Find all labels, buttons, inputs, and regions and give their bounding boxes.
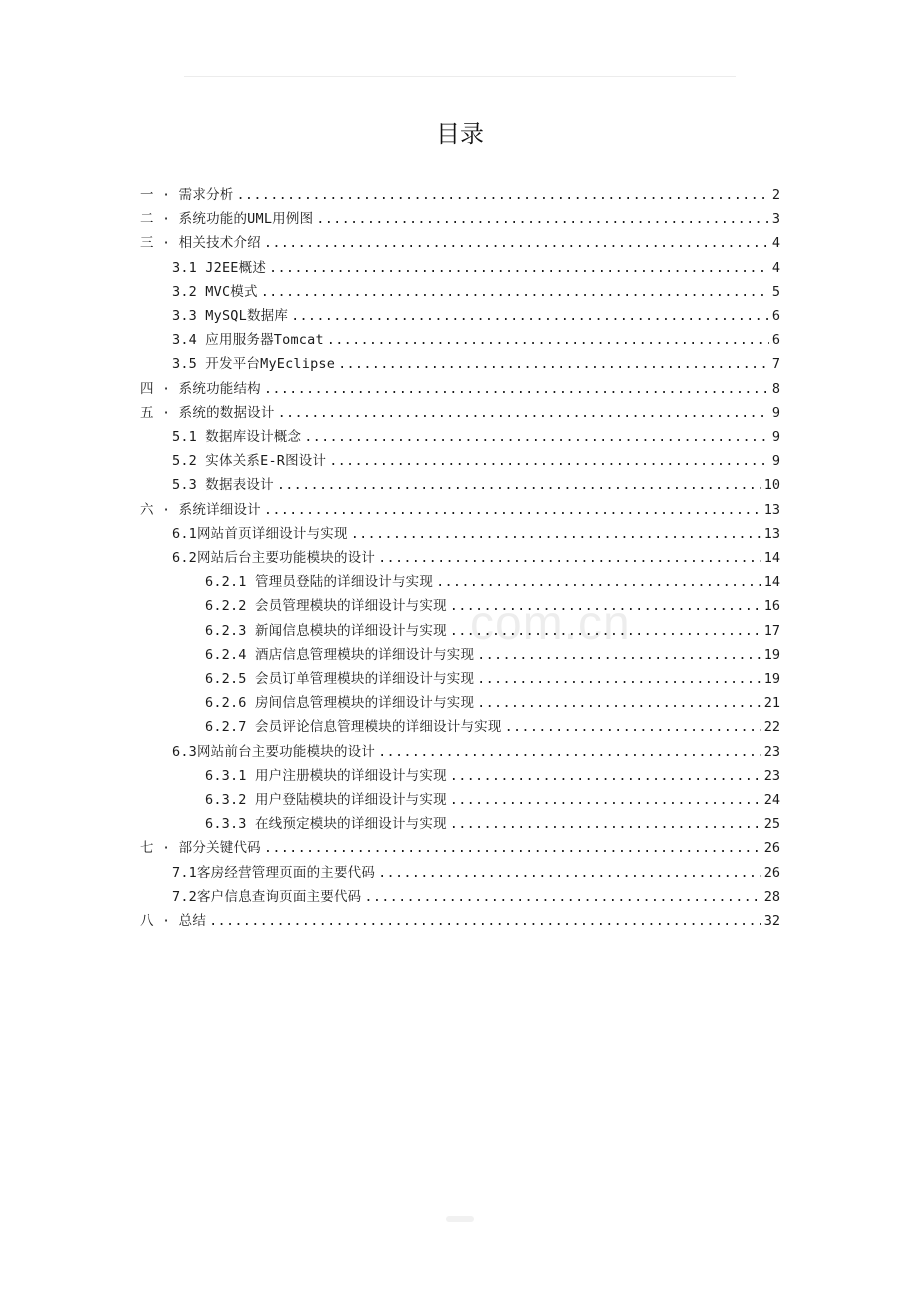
page-title: 目录 (436, 120, 484, 148)
toc-dot-leader (264, 836, 761, 860)
toc-dot-leader (378, 861, 761, 885)
toc-entry[interactable] (140, 401, 780, 425)
toc-entry-label: 3.4 应用服务器Tomcat (172, 332, 324, 349)
toc-page-number: 17 (763, 622, 780, 639)
toc-dot-leader (450, 788, 761, 812)
toc-entry-label: 6.3.2 用户登陆模块的详细设计与实现 (205, 792, 447, 808)
toc-entry[interactable] (205, 643, 780, 667)
toc-entry[interactable] (205, 667, 780, 691)
toc-entry[interactable] (205, 594, 780, 618)
toc-dot-leader (291, 304, 769, 328)
toc-entry[interactable] (140, 207, 780, 231)
toc-entry-label: 二 · 系统功能的UML用例图 (140, 211, 314, 228)
toc-page-number: 9 (771, 453, 780, 470)
toc-entry[interactable] (172, 304, 780, 328)
toc-entry-label: 6.1网站首页详细设计与实现 (172, 525, 348, 542)
toc-page-number: 7 (771, 356, 780, 373)
toc-dot-leader (351, 522, 761, 546)
toc-entry-label: 3.5 开发平台MyEclipse (172, 356, 336, 373)
toc-page-number: 26 (763, 864, 780, 881)
toc-dot-leader (378, 546, 761, 570)
toc-entry[interactable] (205, 570, 780, 594)
toc-dot-leader (450, 594, 761, 618)
toc-dot-leader (304, 425, 769, 449)
toc-entry-label: 3.2 MVC模式 (172, 283, 258, 300)
toc-entry[interactable] (205, 715, 780, 739)
toc-page-number: 28 (763, 888, 780, 905)
toc-dot-leader (316, 207, 769, 231)
toc-page-number: 6 (771, 332, 780, 349)
toc-page-number: 23 (763, 743, 780, 760)
toc-page-number: 9 (771, 429, 780, 445)
toc-page-number: 23 (763, 767, 780, 784)
toc-entry-label: 7.2客户信息查询页面主要代码 (172, 888, 362, 905)
toc-entry-label: 6.2.1 管理员登陆的详细设计与实现 (205, 574, 434, 591)
toc-entry[interactable] (140, 836, 780, 860)
toc-entry-label: 6.2.2 会员管理模块的详细设计与实现 (205, 598, 447, 615)
toc-page-number: 22 (763, 719, 780, 736)
toc-page-number: 24 (763, 792, 780, 808)
toc-dot-leader (338, 352, 769, 376)
footer-mark (446, 1216, 474, 1222)
toc-entry[interactable] (140, 231, 780, 255)
toc-entry-label: 五 · 系统的数据设计 (140, 404, 275, 421)
toc-entry[interactable] (172, 280, 780, 304)
toc-entry-label: 5.1 数据库设计概念 (172, 429, 302, 445)
toc-entry-label: 六 · 系统详细设计 (140, 501, 261, 518)
toc-dot-leader (261, 280, 769, 304)
toc-entry[interactable] (172, 449, 780, 473)
toc-dot-leader (477, 667, 761, 691)
toc-page-number: 32 (763, 913, 780, 929)
toc-entry-label: 5.2 实体关系E-R图设计 (172, 453, 327, 470)
toc-page-number: 10 (763, 477, 780, 494)
toc-entry-label: 一 · 需求分析 (140, 187, 234, 203)
toc-dot-leader (450, 812, 761, 836)
toc-entry[interactable] (172, 546, 780, 570)
toc-entry-label: 6.2.4 酒店信息管理模块的详细设计与实现 (205, 646, 475, 663)
toc-entry-label: 6.2.5 会员订单管理模块的详细设计与实现 (205, 671, 475, 687)
toc-entry[interactable] (172, 256, 780, 280)
toc-entry[interactable] (205, 619, 780, 643)
toc-dot-leader (264, 377, 769, 401)
toc-page-number: 14 (763, 574, 780, 591)
toc-page-number: 21 (763, 695, 780, 712)
toc-entry[interactable] (205, 812, 780, 836)
toc-dot-leader (505, 715, 761, 739)
toc-entry[interactable] (140, 909, 780, 933)
toc-entry[interactable] (205, 788, 780, 812)
toc-entry-label: 四 · 系统功能结构 (140, 380, 261, 397)
toc-page-number: 13 (763, 525, 780, 542)
toc-entry[interactable] (172, 522, 780, 546)
toc-entry[interactable] (205, 691, 780, 715)
toc-entry-label: 6.3网站前台主要功能模块的设计 (172, 743, 376, 760)
toc-entry-label: 6.2.6 房间信息管理模块的详细设计与实现 (205, 695, 475, 712)
toc-dot-leader (327, 328, 769, 352)
toc-entry[interactable] (205, 764, 780, 788)
toc-page-number: 19 (763, 646, 780, 663)
toc-entry-label: 八 · 总结 (140, 913, 207, 929)
toc-entry[interactable] (172, 328, 780, 352)
toc-page-number: 13 (763, 501, 780, 518)
toc-page-number: 26 (763, 840, 780, 857)
toc-dot-leader (278, 401, 769, 425)
toc-entry[interactable] (172, 861, 780, 885)
toc-entry-label: 3.3 MySQL数据库 (172, 308, 289, 324)
toc-page-number: 14 (763, 550, 780, 566)
toc-entry-label: 6.3.1 用户注册模块的详细设计与实现 (205, 767, 447, 784)
toc-entry-label: 6.2.7 会员评论信息管理模块的详细设计与实现 (205, 719, 502, 736)
toc-entry[interactable] (172, 740, 780, 764)
toc-dot-leader (450, 619, 761, 643)
toc-dot-leader (436, 570, 761, 594)
toc-entry-label: 6.2.3 新闻信息模块的详细设计与实现 (205, 622, 447, 639)
toc-entry[interactable] (140, 377, 780, 401)
toc-entry[interactable] (172, 885, 780, 909)
toc-dot-leader (364, 885, 760, 909)
toc-dot-leader (264, 231, 769, 255)
toc-entry-label: 6.3.3 在线预定模块的详细设计与实现 (205, 816, 447, 833)
toc-dot-leader (209, 909, 761, 933)
toc-dot-leader (378, 740, 761, 764)
toc-page-number: 2 (771, 187, 780, 203)
toc-entry[interactable] (172, 352, 780, 376)
toc-entry-label: 5.3 数据表设计 (172, 477, 274, 494)
toc-entry-label: 七 · 部分关键代码 (140, 840, 261, 857)
toc-page-number: 4 (771, 259, 780, 276)
toc-page-number: 4 (771, 235, 780, 252)
toc-page-number: 19 (763, 671, 780, 687)
toc-entry-label: 6.2网站后台主要功能模块的设计 (172, 550, 376, 566)
toc-dot-leader (450, 764, 761, 788)
toc-dot-leader (477, 691, 761, 715)
toc-page-number: 3 (771, 211, 780, 228)
toc-entry[interactable] (172, 425, 780, 449)
toc-page-number: 16 (763, 598, 780, 615)
toc-entry[interactable] (172, 473, 780, 497)
toc-dot-leader (264, 498, 761, 522)
watermark: com.cn (470, 597, 631, 650)
toc-page-number: 6 (771, 308, 780, 324)
toc-entry-label: 3.1 J2EE概述 (172, 259, 267, 276)
toc-dot-leader (477, 643, 761, 667)
toc-page-number: 25 (763, 816, 780, 833)
header-rule (184, 76, 736, 77)
toc-entry[interactable] (140, 498, 780, 522)
toc-entry-label: 三 · 相关技术介绍 (140, 235, 261, 252)
toc-page-number: 9 (771, 404, 780, 421)
toc-page-number: 5 (771, 283, 780, 300)
toc-entry[interactable] (140, 183, 780, 207)
toc-page-number: 8 (771, 380, 780, 397)
toc-dot-leader (329, 449, 769, 473)
toc-entry-label: 7.1客房经营管理页面的主要代码 (172, 864, 376, 881)
toc-dot-leader (236, 183, 768, 207)
toc-dot-leader (269, 256, 769, 280)
toc-dot-leader (277, 473, 761, 497)
